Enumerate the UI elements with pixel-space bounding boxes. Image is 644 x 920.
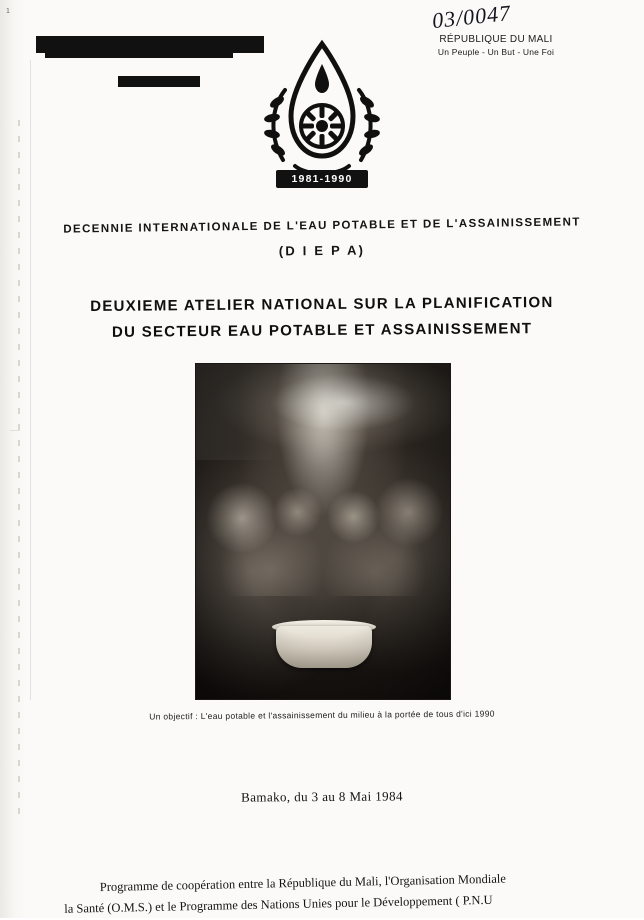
place-and-date: Bamako, du 3 au 8 Mai 1984 [241, 788, 403, 805]
handwritten-reference-number: 03/0047 [430, 0, 513, 34]
diepa-emblem-icon [255, 38, 389, 188]
republic-name: RÉPUBLIQUE DU MALI [439, 34, 553, 45]
cover-photograph [196, 364, 450, 699]
republic-motto: Un Peuple - Un But - Une Foi [437, 46, 555, 57]
document-title [0, 289, 644, 347]
decade-heading-line: DECENNIE INTERNATIONALE DE L'EAU POTABLE ET DE L'ASSAINISSEMENT [63, 216, 581, 236]
redaction-bar-tertiary [118, 76, 200, 87]
photo-vignette [196, 364, 450, 699]
scan-edge-artifact [0, 0, 26, 918]
footer-line-1: Programme de coopération entre la République du Mali, l'Organisation Mondiale [99, 871, 506, 895]
diepa-acronym: (D I E P A) [278, 242, 366, 259]
document-title-line-2: DU SECTEUR EAU POTABLE ET ASSAINISSEMENT [111, 320, 533, 341]
scan-tick-mark [10, 430, 20, 431]
scan-vertical-line [30, 60, 31, 700]
document-title-line-1: DEUXIEME ATELIER NATIONAL SUR LA PLANIFICATION [90, 293, 554, 316]
republic-header [386, 33, 606, 58]
photo-caption: Un objectif : L'eau potable et l'assainissement du milieu à la portée de tous d'ici 1990 [149, 708, 495, 722]
redaction-bar-secondary [45, 53, 233, 58]
redaction-bar-primary [36, 36, 264, 53]
footer-program-note [40, 866, 644, 920]
footer-line-2: la Santé (O.M.S.) et le Programme des Nations Unies pour le Développement ( P.N.U [64, 892, 493, 916]
margin-mark: 1 [6, 8, 10, 15]
decade-badge: 1981-1990 [276, 170, 368, 188]
